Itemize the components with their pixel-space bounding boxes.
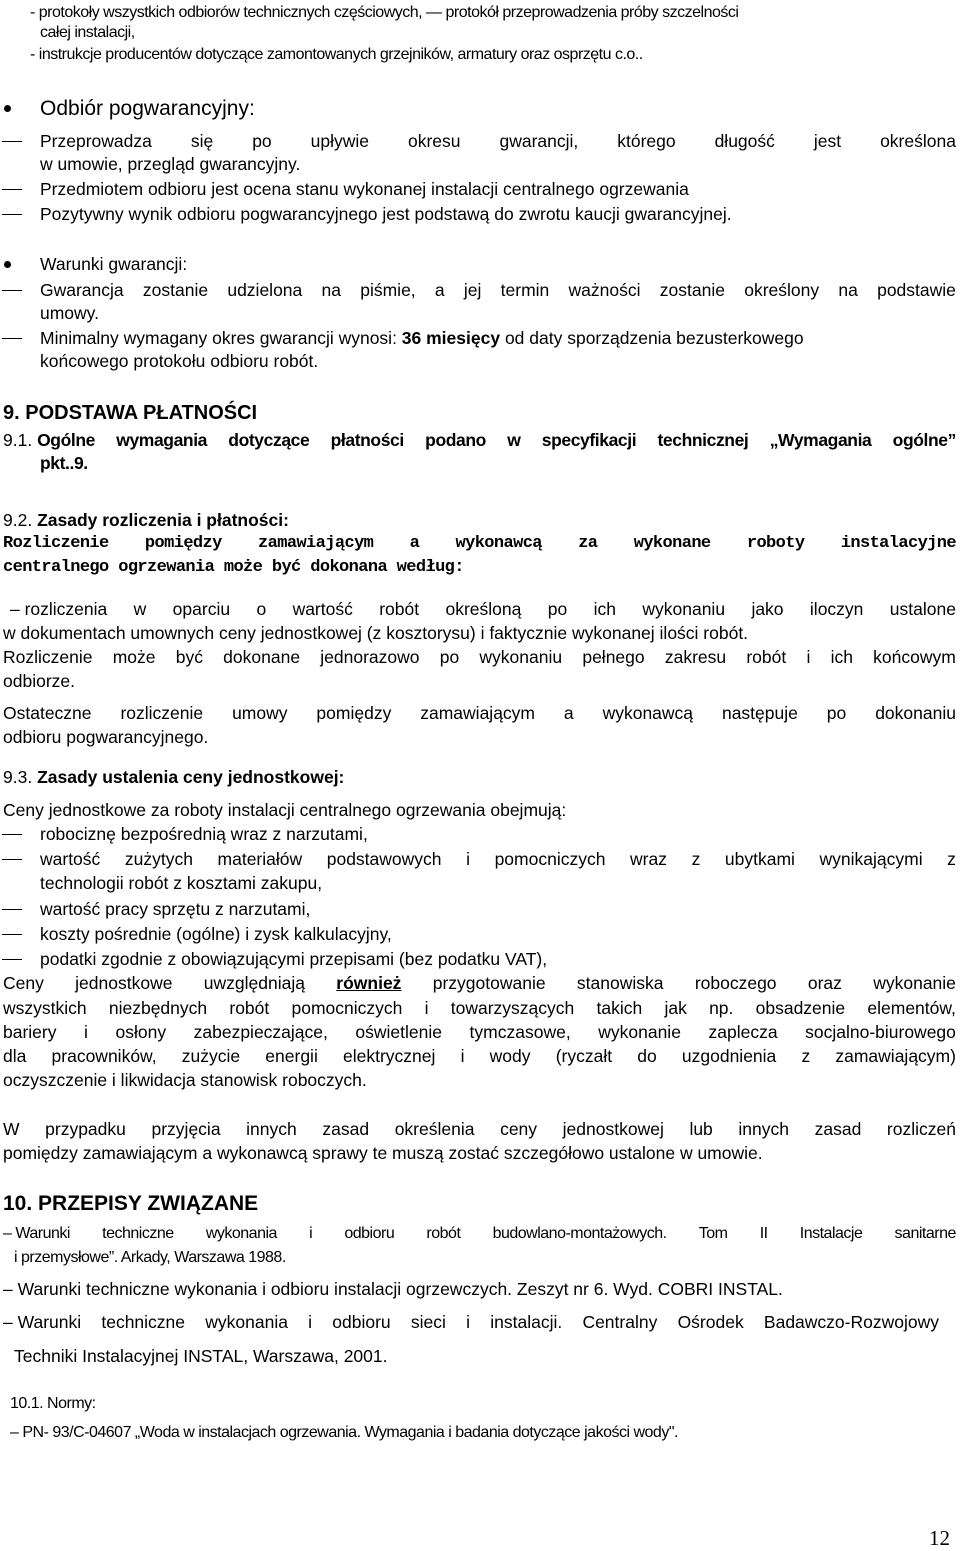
- justified-line: – Warunki techniczne wykonania i odbioru robót budowlano-montażowych. Tom II Instalacje sanitarne: [3, 1225, 956, 1242]
- dash-icon: [2, 290, 22, 291]
- justified-line: – Warunki techniczne wykonania i odbioru sieci i instalacji. Centralny Ośrodek Badawczo-Rozwojowy: [3, 1312, 939, 1332]
- justified-line: W przypadku przyjęcia innych zasad określenia ceny jednostkowej lub innych zasad rozliczeń: [3, 1119, 956, 1139]
- section-heading: Odbiór pogwarancyjny:: [40, 97, 255, 120]
- list-item: technologii robót z kosztami zakupu,: [40, 873, 323, 893]
- justified-line: Ceny jednostkowe uwzględniają również przygotowanie stanowiska roboczego oraz wykonanie: [3, 973, 956, 993]
- bullet-icon: [4, 261, 11, 268]
- paragraph-line: pkt..9.: [40, 453, 88, 473]
- section-title: 10. PRZEPISY ZWIĄZANE: [3, 1192, 259, 1215]
- paragraph-line: umowy.: [40, 303, 99, 323]
- justified-line: Rozliczenie pomiędzy zamawiającym a wykonawcą za wykonane roboty instalacyjne: [3, 534, 956, 553]
- emphasis-word: również: [336, 973, 402, 993]
- justified-line: wartość zużytych materiałów podstawowych i pomocniczych wraz z ubytkami wynikającymi z: [40, 849, 956, 869]
- warranty-period: 36 miesięcy: [401, 328, 501, 348]
- list-item: koszty pośrednie (ogólne) i zysk kalkulacyjny,: [40, 924, 392, 944]
- paragraph-line: Ceny jednostkowe za roboty instalacji centralnego ogrzewania obejmują:: [3, 800, 567, 820]
- dash-icon: [2, 959, 22, 960]
- paragraph-line: pomiędzy zamawiającym a wykonawcą sprawy te muszą zostać szczegółowo ustalone w umowie.: [3, 1143, 763, 1163]
- list-item: podatki zgodnie z obowiązującymi przepisami (bez podatku VAT),: [40, 949, 548, 969]
- list-item: całej instalacji,: [40, 24, 135, 41]
- norms-heading: 10.1. Normy:: [10, 1395, 96, 1412]
- dash-icon: [2, 189, 22, 190]
- dash-icon: [2, 214, 22, 215]
- dash-icon: [2, 909, 22, 910]
- subsection-title: Zasady ustalenia ceny jednostkowej:: [37, 767, 345, 787]
- dash-icon: [2, 934, 22, 935]
- reference-line: Techniki Instalacyjnej INSTAL, Warszawa, 2001.: [14, 1346, 388, 1366]
- list-item: Pozytywny wynik odbioru pogwarancyjnego jest podstawą do zwrotu kaucji gwarancyjnej.: [40, 204, 732, 224]
- paragraph-line: odbioru pogwarancyjnego.: [3, 727, 209, 747]
- list-item: Minimalny wymagany okres gwarancji wynosi: 36 miesięcy od daty sporządzenia bezusterkowego: [40, 328, 804, 348]
- paragraph-line: w umowie, przegląd gwarancyjny.: [40, 154, 301, 174]
- dash-icon: [2, 859, 22, 860]
- subsection-9-2: 9.2. Zasady rozliczenia i płatności:: [3, 510, 289, 530]
- paragraph-line: oczyszczenie i likwidacja stanowisk roboczych.: [3, 1070, 367, 1090]
- justified-line: bariery i osłony zabezpieczające, oświetlenie tymczasowe, wykonanie zaplecza socjalno-biurowego: [3, 1022, 956, 1042]
- norm-item: – PN- 93/C-04607 „Woda w instalacjach ogrzewania. Wymagania i badania dotyczące jakości wody".: [10, 1424, 678, 1441]
- justified-line: Ostateczne rozliczenie umowy pomiędzy zamawiającym a wykonawcą następuje po dokonaniu: [3, 703, 956, 723]
- section-heading: Warunki gwarancji:: [40, 254, 188, 274]
- justified-line: Gwarancja zostanie udzielona na piśmie, a jej termin ważności zostanie określony na podstawie: [40, 280, 956, 300]
- dash-icon: [2, 338, 22, 339]
- paragraph-line: końcowego protokołu odbioru robót.: [40, 351, 319, 371]
- reference-line: i przemysłowe”. Arkady, Warszawa 1988.: [14, 1249, 286, 1266]
- list-item: - protokoły wszystkich odbiorów technicznych częściowych, — protokół przeprowadzenia próby szczelności: [30, 4, 739, 21]
- section-title: 9. PODSTAWA PŁATNOŚCI: [3, 402, 258, 424]
- page-number: 12: [929, 1526, 950, 1550]
- list-item: Przedmiotem odbioru jest ocena stanu wykonanej instalacji centralnego ogrzewania: [40, 179, 689, 199]
- bullet-icon: [4, 105, 11, 112]
- paragraph-line: w dokumentach umownych ceny jednostkowej (z kosztorysu) i faktycznie wykonanej ilości robót.: [3, 623, 749, 643]
- justified-line: wszystkich niezbędnych robót pomocniczych i towarzyszących takich jak np. obsadzenie elementów,: [3, 998, 956, 1018]
- doc-line: [30, 0, 958, 24]
- subsection-9-3: 9.3. Zasady ustalenia ceny jednostkowej:: [3, 767, 345, 787]
- justified-line: Przeprowadza się po upływie okresu gwarancji, którego długość jest określona: [40, 131, 956, 151]
- dash-icon: [2, 834, 22, 835]
- list-item: robociznę bezpośrednią wraz z narzutami,: [40, 824, 368, 844]
- list-item: - instrukcje producentów dotyczące zamontowanych grzejników, armatury oraz osprzętu c.o..: [30, 46, 643, 63]
- justified-line: Rozliczenie może być dokonane jednorazowo po wykonaniu pełnego zakresu robót i ich końcowym: [3, 647, 956, 667]
- justified-line: – rozliczenia w oparciu o wartość robót określoną po ich wykonaniu jako iloczyn ustalone: [10, 599, 956, 619]
- subsection-9-1: 9.1. Ogólne wymagania dotyczące płatności podano w specyfikacji technicznej „Wymagania ogólne”: [3, 430, 956, 450]
- paragraph-line: centralnego ogrzewania może być dokonana według:: [3, 558, 464, 577]
- justified-line: dla pracowników, zużycie energii elektrycznej i wody (ryczałt do uzgodnienia z zamawiającym): [3, 1046, 956, 1066]
- subsection-title: Zasady rozliczenia i płatności:: [37, 510, 289, 530]
- paragraph-line: odbiorze.: [3, 671, 75, 691]
- list-item: wartość pracy sprzętu z narzutami,: [40, 899, 311, 919]
- reference-item: – Warunki techniczne wykonania i odbioru instalacji ogrzewczych. Zeszyt nr 6. Wyd. COBRI INSTAL.: [3, 1279, 783, 1299]
- dash-icon: [2, 141, 22, 142]
